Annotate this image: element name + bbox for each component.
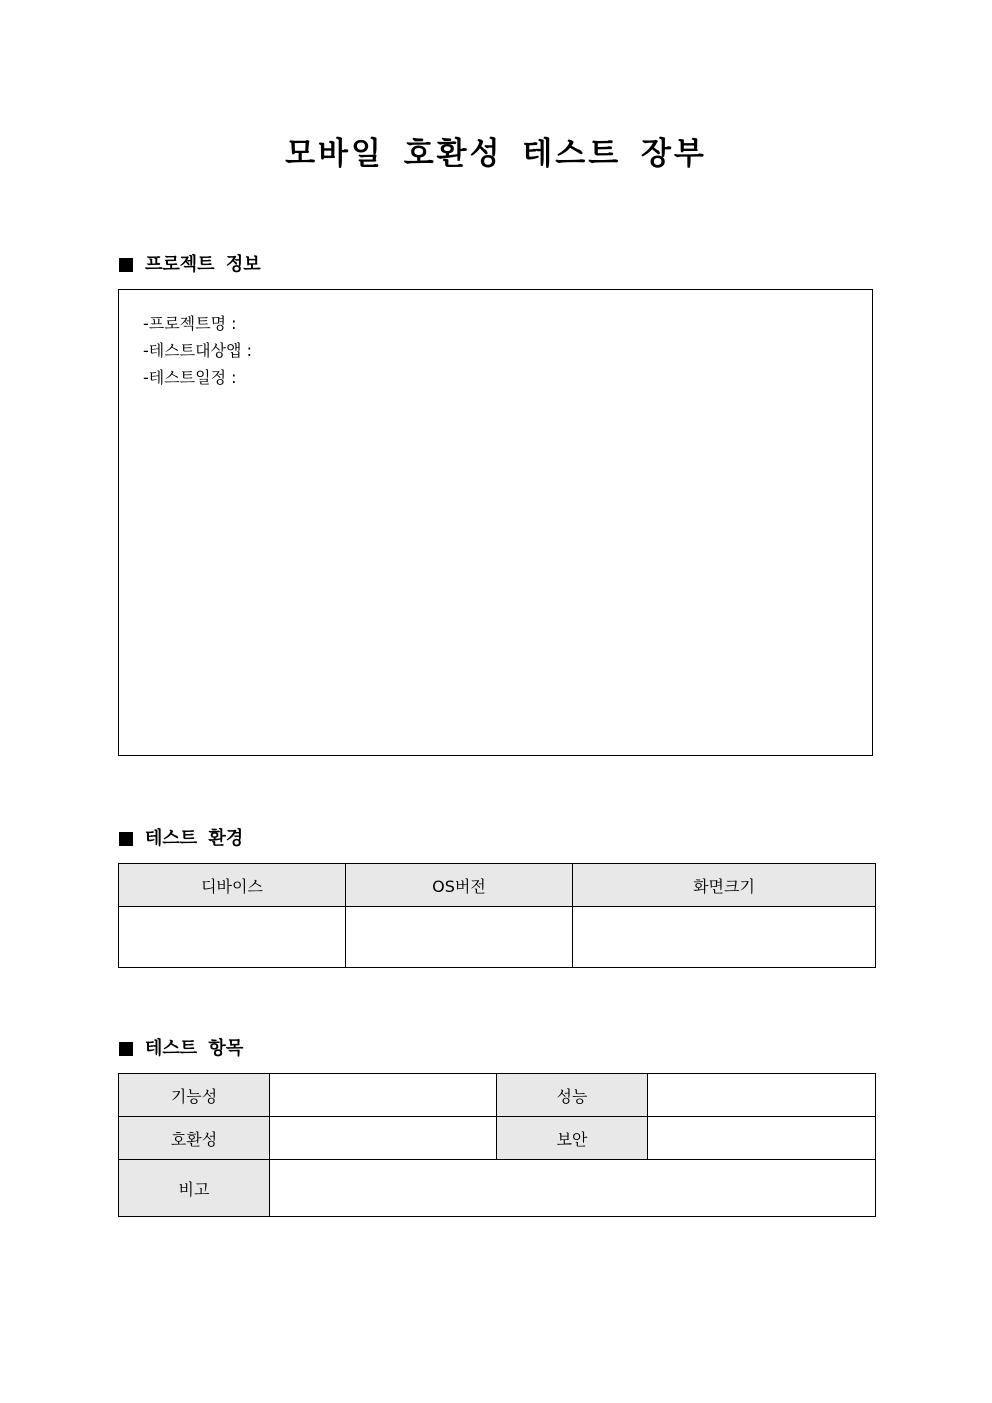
test-items-table [118, 1073, 876, 1217]
security-label: 보안 [497, 1117, 648, 1160]
remarks-label: 비고 [119, 1160, 270, 1217]
test-env-heading [119, 827, 243, 851]
security-value-cell[interactable] [648, 1117, 876, 1160]
square-bullet-icon [119, 832, 133, 846]
project-info-heading-text: 프로젝트 정보 [145, 254, 261, 275]
table-row [119, 1160, 876, 1217]
test-schedule-line: -테스트일정 : [143, 368, 237, 387]
device-column-header: 디바이스 [119, 864, 346, 907]
table-row [119, 1117, 876, 1160]
remarks-value-cell[interactable] [270, 1160, 876, 1217]
screen-size-column-header: 화면크기 [573, 864, 876, 907]
test-env-table [118, 863, 876, 968]
device-cell[interactable] [119, 907, 346, 968]
os-version-cell[interactable] [346, 907, 573, 968]
test-items-heading-text: 테스트 항목 [145, 1038, 244, 1059]
test-env-heading-text: 테스트 환경 [145, 828, 244, 849]
os-version-column-header: OS버전 [346, 864, 573, 907]
test-items-heading [119, 1037, 243, 1061]
table-row [119, 1074, 876, 1117]
compatibility-value-cell[interactable] [270, 1117, 497, 1160]
project-info-box [118, 289, 873, 756]
project-info-heading [119, 253, 261, 277]
performance-label: 성능 [497, 1074, 648, 1117]
square-bullet-icon [119, 1042, 133, 1056]
project-name-line: -프로젝트명 : [143, 314, 237, 333]
table-row [119, 907, 876, 968]
table-header-row [119, 864, 876, 907]
square-bullet-icon [119, 258, 133, 272]
functionality-value-cell[interactable] [270, 1074, 497, 1117]
performance-value-cell[interactable] [648, 1074, 876, 1117]
functionality-label: 기능성 [119, 1074, 270, 1117]
target-app-line: -테스트대상앱 : [143, 341, 252, 360]
screen-size-cell[interactable] [573, 907, 876, 968]
compatibility-label: 호환성 [119, 1117, 270, 1160]
document-title: 모바일 호환성 테스트 장부 [285, 136, 707, 172]
